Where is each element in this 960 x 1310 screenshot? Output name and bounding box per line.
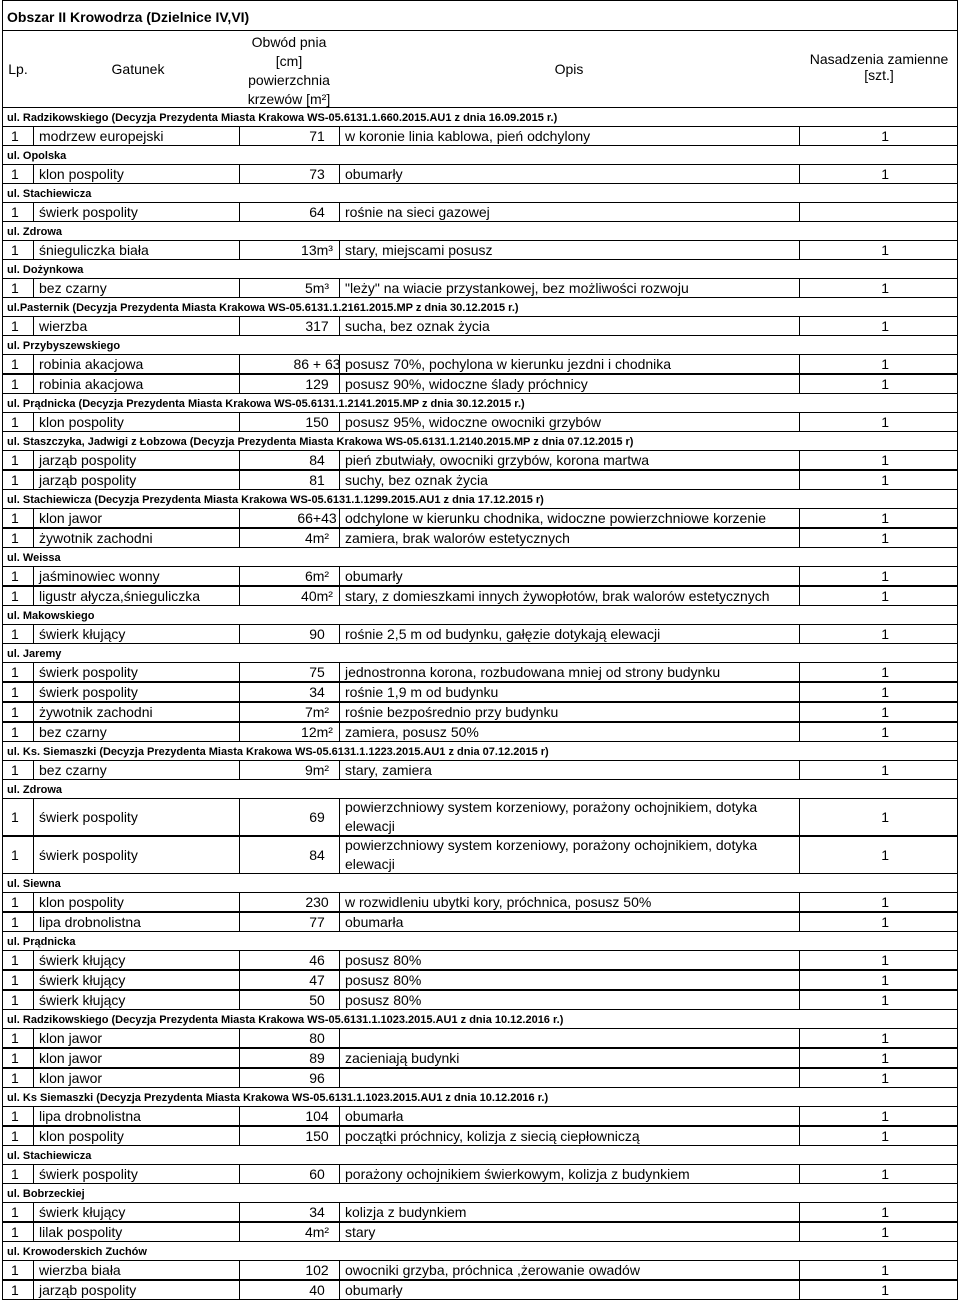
cell-gatunek: wierzba	[39, 318, 88, 334]
cell-lp: 1	[11, 1204, 19, 1220]
cell-lp: 1	[11, 972, 19, 988]
cell-obwod: 317	[305, 318, 329, 334]
section-label: ul. Opolska	[7, 150, 67, 162]
cell-lp: 1	[11, 1224, 19, 1240]
cell-opis: elewacji	[345, 856, 395, 872]
section-label: ul. Jaremy	[7, 648, 62, 660]
section-header	[2, 298, 958, 316]
section-label: ul. Prądnicka (Decyzja Prezydenta Miasta Krakowa WS-05.6131.1.2141.2015.MP z dnia 30.12.2015 r.)	[7, 398, 525, 410]
cell-nasadzenia: 1	[881, 724, 889, 740]
cell-gatunek: klon pospolity	[39, 414, 124, 430]
cell-lp: 1	[11, 472, 19, 488]
table-row	[2, 450, 958, 470]
cell-nasadzenia: 1	[881, 588, 889, 604]
cell-nasadzenia: 1	[881, 1166, 889, 1182]
cell-gatunek: lipa drobnolistna	[39, 1108, 141, 1124]
section-label: ul. Ks Siemaszki (Decyzja Prezydenta Miasta Krakowa WS-05.6131.1.1023.2015.AU1 z dnia 10.12.2016 r.)	[7, 1092, 549, 1104]
cell-gatunek: robinia akacjowa	[39, 376, 144, 392]
cell-lp: 1	[11, 1128, 19, 1144]
cell-obwod: 13m³	[301, 242, 333, 258]
cell-opis: rośnie 2,5 m od budynku, gałęzie dotykają elewacji	[345, 626, 661, 642]
cell-opis: obumarły	[345, 1282, 403, 1298]
cell-obwod: 102	[305, 1262, 329, 1278]
table-row	[2, 760, 958, 780]
cell-lp: 1	[11, 568, 19, 584]
section-label: ul. Staszczyka, Jadwigi z Łobzowa (Decyzja Prezydenta Miasta Krakowa WS-05.6131.1.2140.2015.MP z dnia 07.12.2015 r)	[7, 436, 634, 448]
table-row	[2, 316, 958, 336]
cell-nasadzenia: 1	[881, 952, 889, 968]
table-row	[2, 662, 958, 682]
cell-obwod: 7m²	[304, 704, 330, 720]
cell-obwod: 89	[309, 1050, 325, 1066]
cell-gatunek: jarząb pospolity	[39, 472, 137, 488]
cell-opis: jednostronna korona, rozbudowana mniej od strony budynku	[345, 664, 721, 680]
table-row	[2, 528, 958, 548]
cell-opis: w koronie linia kablowa, pień odchylony	[345, 128, 591, 144]
cell-opis: pień zbutwiały, owocniki grzybów, korona martwa	[345, 452, 649, 468]
cell-nasadzenia: 1	[881, 914, 889, 930]
cell-opis: początki próchnicy, kolizja z siecią ciepłowniczą	[345, 1128, 640, 1144]
cell-gatunek: bez czarny	[39, 280, 107, 296]
cell-gatunek: świerk pospolity	[39, 1166, 138, 1182]
section-header	[2, 1242, 958, 1260]
table-row	[2, 990, 958, 1010]
table-row	[2, 702, 958, 722]
cell-gatunek: jaśminowiec wonny	[39, 568, 160, 584]
table-row	[2, 950, 958, 970]
cell-gatunek: śnieguliczka biała	[39, 242, 149, 258]
section-label: ul. Radzikowskiego (Decyzja Prezydenta Miasta Krakowa WS-05.6131.1.1023.2015.AU1 z dnia 10.12.2016 r.)	[7, 1014, 564, 1026]
table-row	[2, 1280, 958, 1300]
cell-lp: 1	[11, 684, 19, 700]
table-row	[2, 202, 958, 222]
cell-gatunek: klon jawor	[39, 1070, 103, 1086]
cell-opis: odchylone w kierunku chodnika, widoczne powierzchniowe korzenie	[345, 510, 767, 526]
cell-gatunek: świerk pospolity	[39, 664, 138, 680]
header-lp: Lp.	[8, 61, 28, 77]
cell-lp: 1	[11, 242, 19, 258]
table-row	[2, 682, 958, 702]
cell-gatunek: klon jawor	[39, 510, 103, 526]
cell-opis: posusz 95%, widoczne owocniki grzybów	[345, 414, 602, 430]
section-label: ul. Stachiewicza	[7, 188, 92, 200]
cell-opis: zacieniają budynki	[345, 1050, 460, 1066]
cell-obwod: 46	[309, 952, 325, 968]
cell-obwod: 150	[305, 1128, 329, 1144]
cell-obwod: 129	[305, 376, 329, 392]
cell-obwod: 81	[309, 472, 325, 488]
cell-obwod: 6m²	[304, 568, 330, 584]
cell-obwod: 60	[309, 1166, 325, 1182]
cell-lp: 1	[11, 376, 19, 392]
cell-lp: 1	[11, 1282, 19, 1298]
cell-gatunek: świerk kłujący	[39, 952, 126, 968]
section-label: ul. Radzikowskiego (Decyzja Prezydenta Miasta Krakowa WS-05.6131.1.660.2015.AU1 z dnia 16.09.2015 r.)	[7, 112, 558, 124]
table-row	[2, 354, 958, 374]
cell-nasadzenia: 1	[881, 894, 889, 910]
cell-obwod: 64	[309, 204, 325, 220]
cell-gatunek: klon pospolity	[39, 1128, 124, 1144]
cell-gatunek: lipa drobnolistna	[39, 914, 141, 930]
cell-obwod: 34	[309, 684, 325, 700]
cell-obwod: 77	[309, 914, 325, 930]
cell-nasadzenia: 1	[881, 1262, 889, 1278]
cell-nasadzenia: 1	[881, 847, 889, 863]
cell-lp: 1	[11, 530, 19, 546]
cell-obwod: 9m²	[304, 762, 330, 778]
cell-nasadzenia: 1	[881, 242, 889, 258]
section-header	[2, 394, 958, 412]
section-header	[2, 108, 958, 126]
section-header	[2, 1146, 958, 1164]
cell-obwod: 73	[309, 166, 325, 182]
header-opis: Opis	[554, 61, 584, 77]
table-row	[2, 126, 958, 146]
cell-opis: suchy, bez oznak życia	[345, 472, 488, 488]
cell-gatunek: modrzew europejski	[39, 128, 164, 144]
cell-nasadzenia: 1	[881, 452, 889, 468]
cell-gatunek: żywotnik zachodni	[39, 530, 153, 546]
cell-nasadzenia: 1	[881, 626, 889, 642]
cell-lp: 1	[11, 1262, 19, 1278]
cell-opis: stary	[345, 1224, 376, 1240]
table-row	[2, 1106, 958, 1126]
cell-gatunek: świerk pospolity	[39, 684, 138, 700]
section-label: ul.Pasternik (Decyzja Prezydenta Miasta Krakowa WS-05.6131.1.2161.2015.MP z dnia 30.12.2015 r.)	[7, 302, 519, 314]
section-label: ul. Makowskiego	[7, 610, 95, 622]
cell-opis: rośnie bezpośrednio przy budynku	[345, 704, 559, 720]
cell-gatunek: żywotnik zachodni	[39, 704, 153, 720]
cell-lp: 1	[11, 356, 19, 372]
cell-opis: elewacji	[345, 818, 395, 834]
section-label: ul. Zdrowa	[7, 226, 62, 238]
table-row	[2, 1222, 958, 1242]
cell-lp: 1	[11, 704, 19, 720]
section-header	[2, 260, 958, 278]
header-obwod: Obwód pnia [cm] powierzchnia krzewów [m²]	[247, 34, 331, 107]
cell-obwod: 34	[309, 1204, 325, 1220]
section-header	[2, 932, 958, 950]
table-row	[2, 912, 958, 932]
table-row	[2, 470, 958, 490]
cell-nasadzenia: 1	[881, 1108, 889, 1124]
cell-obwod: 50	[309, 992, 325, 1008]
table-row	[2, 240, 958, 260]
table-row	[2, 1048, 958, 1068]
cell-obwod: 69	[309, 809, 325, 825]
cell-opis: posusz 80%	[345, 972, 422, 988]
cell-nasadzenia: 1	[881, 762, 889, 778]
cell-obwod: 84	[309, 452, 325, 468]
cell-obwod: 80	[309, 1030, 325, 1046]
cell-lp: 1	[11, 1050, 19, 1066]
cell-gatunek: świerk pospolity	[39, 809, 138, 825]
section-header	[2, 644, 958, 662]
cell-lp: 1	[11, 1070, 19, 1086]
header-gatunek: Gatunek	[111, 61, 165, 77]
cell-nasadzenia: 1	[881, 376, 889, 392]
cell-nasadzenia: 1	[881, 530, 889, 546]
cell-nasadzenia: 1	[881, 472, 889, 488]
cell-lp: 1	[11, 992, 19, 1008]
table-row	[2, 1028, 958, 1048]
section-label: ul. Przybyszewskiego	[7, 340, 121, 352]
cell-nasadzenia: 1	[881, 1282, 889, 1298]
cell-lp: 1	[11, 664, 19, 680]
table-row	[2, 892, 958, 912]
cell-gatunek: świerk kłujący	[39, 1204, 126, 1220]
cell-opis: owocniki grzyba, próchnica ,żerowanie owadów	[345, 1262, 640, 1278]
cell-obwod: 40	[309, 1282, 325, 1298]
cell-obwod: 90	[309, 626, 325, 642]
cell-lp: 1	[11, 1166, 19, 1182]
cell-nasadzenia: 1	[881, 568, 889, 584]
cell-obwod: 75	[309, 664, 325, 680]
cell-obwod: 150	[305, 414, 329, 430]
table-row	[2, 1164, 958, 1184]
cell-gatunek: jarząb pospolity	[39, 1282, 137, 1298]
cell-lp: 1	[11, 204, 19, 220]
cell-gatunek: świerk kłujący	[39, 626, 126, 642]
cell-opis: porażony ochojnikiem świerkowym, kolizja z budynkiem	[345, 1166, 690, 1182]
section-label: ul. Prądnicka	[7, 936, 76, 948]
cell-gatunek: wierzba biała	[39, 1262, 121, 1278]
cell-opis: posusz 80%	[345, 992, 422, 1008]
cell-gatunek: klon pospolity	[39, 894, 124, 910]
cell-opis: kolizja z budynkiem	[345, 1204, 467, 1220]
cell-nasadzenia: 1	[881, 1204, 889, 1220]
section-label: ul. Stachiewicza	[7, 1150, 92, 1162]
cell-nasadzenia: 1	[881, 1050, 889, 1066]
table-row	[2, 586, 958, 606]
table-row	[2, 412, 958, 432]
cell-opis: "leży" na wiacie przystankowej, bez możliwości rozwoju	[345, 280, 689, 296]
cell-lp: 1	[11, 318, 19, 334]
table-row	[2, 970, 958, 990]
section-label: ul. Krowoderskich Zuchów	[7, 1246, 147, 1258]
cell-obwod: 47	[309, 972, 325, 988]
cell-gatunek: robinia akacjowa	[39, 356, 144, 372]
section-label: ul. Siewna	[7, 878, 61, 890]
table-row	[2, 164, 958, 184]
cell-nasadzenia: 1	[881, 664, 889, 680]
cell-nasadzenia: 1	[881, 704, 889, 720]
cell-opis: obumarły	[345, 568, 403, 584]
cell-lp: 1	[11, 510, 19, 526]
cell-lp: 1	[11, 452, 19, 468]
cell-nasadzenia: 1	[881, 1224, 889, 1240]
section-header	[2, 222, 958, 240]
table-row	[2, 508, 958, 528]
cell-gatunek: jarząb pospolity	[39, 452, 137, 468]
cell-lp: 1	[11, 724, 19, 740]
table-header	[2, 30, 958, 108]
cell-lp: 1	[11, 128, 19, 144]
section-header	[2, 1088, 958, 1106]
cell-lp: 1	[11, 762, 19, 778]
cell-gatunek: bez czarny	[39, 724, 107, 740]
cell-nasadzenia: 1	[881, 1030, 889, 1046]
cell-lp: 1	[11, 894, 19, 910]
cell-gatunek: klon jawor	[39, 1050, 103, 1066]
cell-nasadzenia: 1	[881, 166, 889, 182]
cell-gatunek: świerk kłujący	[39, 992, 126, 1008]
cell-obwod: 5m³	[304, 280, 330, 296]
cell-nasadzenia: 1	[881, 318, 889, 334]
cell-obwod: 4m²	[304, 1224, 330, 1240]
cell-opis: w rozwidleniu ubytki kory, próchnica, posusz 50%	[345, 894, 652, 910]
cell-lp: 1	[11, 1030, 19, 1046]
table-row	[2, 836, 958, 874]
section-header	[2, 874, 958, 892]
cell-nasadzenia: 1	[881, 510, 889, 526]
cell-lp: 1	[11, 952, 19, 968]
section-label: ul. Weissa	[7, 552, 61, 564]
table-row	[2, 798, 958, 836]
cell-nasadzenia: 1	[881, 1128, 889, 1144]
cell-opis: obumarły	[345, 166, 403, 182]
section-header	[2, 336, 958, 354]
cell-opis: posusz 80%	[345, 952, 422, 968]
section-label: ul. Bobrzeckiej	[7, 1188, 85, 1200]
cell-opis: zamiera, brak walorów estetycznych	[345, 530, 570, 546]
table-row	[2, 1260, 958, 1280]
cell-gatunek: świerk pospolity	[39, 204, 138, 220]
cell-obwod: 71	[309, 128, 325, 144]
section-header	[2, 606, 958, 624]
section-label: ul. Ks. Siemaszki (Decyzja Prezydenta Miasta Krakowa WS-05.6131.1.1223.2015.AU1 z dnia 07.12.2015 r)	[7, 746, 549, 758]
cell-obwod: 86 + 63	[293, 356, 341, 372]
cell-lp: 1	[11, 809, 19, 825]
cell-obwod: 230	[305, 894, 329, 910]
table-row	[2, 566, 958, 586]
cell-lp: 1	[11, 914, 19, 930]
cell-opis: sucha, bez oznak życia	[345, 318, 490, 334]
table-row	[2, 1068, 958, 1088]
cell-gatunek: świerk pospolity	[39, 847, 138, 863]
cell-lp: 1	[11, 166, 19, 182]
cell-lp: 1	[11, 280, 19, 296]
section-header	[2, 146, 958, 164]
cell-gatunek: bez czarny	[39, 762, 107, 778]
cell-nasadzenia: 1	[881, 280, 889, 296]
table-row	[2, 1126, 958, 1146]
cell-opis: posusz 90%, widoczne ślady próchnicy	[345, 376, 588, 392]
cell-opis: stary, z domieszkami innych żywopłotów, brak walorów estetycznych	[345, 588, 770, 604]
cell-nasadzenia: 1	[881, 1070, 889, 1086]
cell-nasadzenia: 1	[881, 356, 889, 372]
table-row	[2, 374, 958, 394]
cell-opis: rośnie na sieci gazowej	[345, 204, 490, 220]
cell-opis: posusz 70%, pochylona w kierunku jezdni i chodnika	[345, 356, 672, 372]
cell-lp: 1	[11, 847, 19, 863]
cell-opis: obumarła	[345, 1108, 404, 1124]
section-header	[2, 1184, 958, 1202]
cell-nasadzenia: 1	[881, 992, 889, 1008]
cell-gatunek: lilak pospolity	[39, 1224, 123, 1240]
cell-opis: powierzchniowy system korzeniowy, porażony ochojnikiem, dotyka	[345, 799, 758, 815]
cell-lp: 1	[11, 1108, 19, 1124]
section-header	[2, 742, 958, 760]
cell-opis: stary, zamiera	[345, 762, 432, 778]
cell-obwod: 12m²	[301, 724, 333, 740]
table-row	[2, 278, 958, 298]
section-label: ul. Stachiewicza (Decyzja Prezydenta Miasta Krakowa WS-05.6131.1.1299.2015.AU1 z dnia 17.12.2015 r)	[7, 494, 544, 506]
cell-nasadzenia: 1	[881, 128, 889, 144]
cell-lp: 1	[11, 588, 19, 604]
section-header	[2, 548, 958, 566]
table-row	[2, 722, 958, 742]
cell-nasadzenia: 1	[881, 972, 889, 988]
cell-nasadzenia: 1	[881, 809, 889, 825]
cell-nasadzenia: 1	[881, 684, 889, 700]
cell-gatunek: klon pospolity	[39, 166, 124, 182]
section-header	[2, 432, 958, 450]
cell-obwod: 66+43	[297, 510, 337, 526]
cell-obwod: 40m²	[301, 588, 333, 604]
section-header	[2, 184, 958, 202]
sheet-title: Obszar II Krowodrza (Dzielnice IV,VI)	[2, 0, 958, 30]
section-label: ul. Zdrowa	[7, 784, 62, 796]
cell-nasadzenia: 1	[881, 414, 889, 430]
cell-obwod: 4m²	[304, 530, 330, 546]
cell-opis: obumarła	[345, 914, 404, 930]
cell-obwod: 96	[309, 1070, 325, 1086]
section-header	[2, 490, 958, 508]
table-row	[2, 1202, 958, 1222]
cell-lp: 1	[11, 626, 19, 642]
section-header	[2, 780, 958, 798]
section-label: ul. Dożynkowa	[7, 264, 84, 276]
cell-gatunek: ligustr ałycza,śnieguliczka	[39, 588, 201, 604]
cell-opis: rośnie 1,9 m od budynku	[345, 684, 499, 700]
table-row	[2, 624, 958, 644]
cell-lp: 1	[11, 414, 19, 430]
section-header	[2, 1010, 958, 1028]
cell-opis: zamiera, posusz 50%	[345, 724, 479, 740]
header-nasadzenia: Nasadzenia zamienne [szt.]	[809, 51, 949, 83]
cell-gatunek: klon jawor	[39, 1030, 103, 1046]
cell-obwod: 84	[309, 847, 325, 863]
cell-opis: stary, miejscami posusz	[345, 242, 493, 258]
cell-obwod: 104	[305, 1108, 329, 1124]
cell-gatunek: świerk kłujący	[39, 972, 126, 988]
cell-opis: powierzchniowy system korzeniowy, porażony ochojnikiem, dotyka	[345, 837, 758, 853]
